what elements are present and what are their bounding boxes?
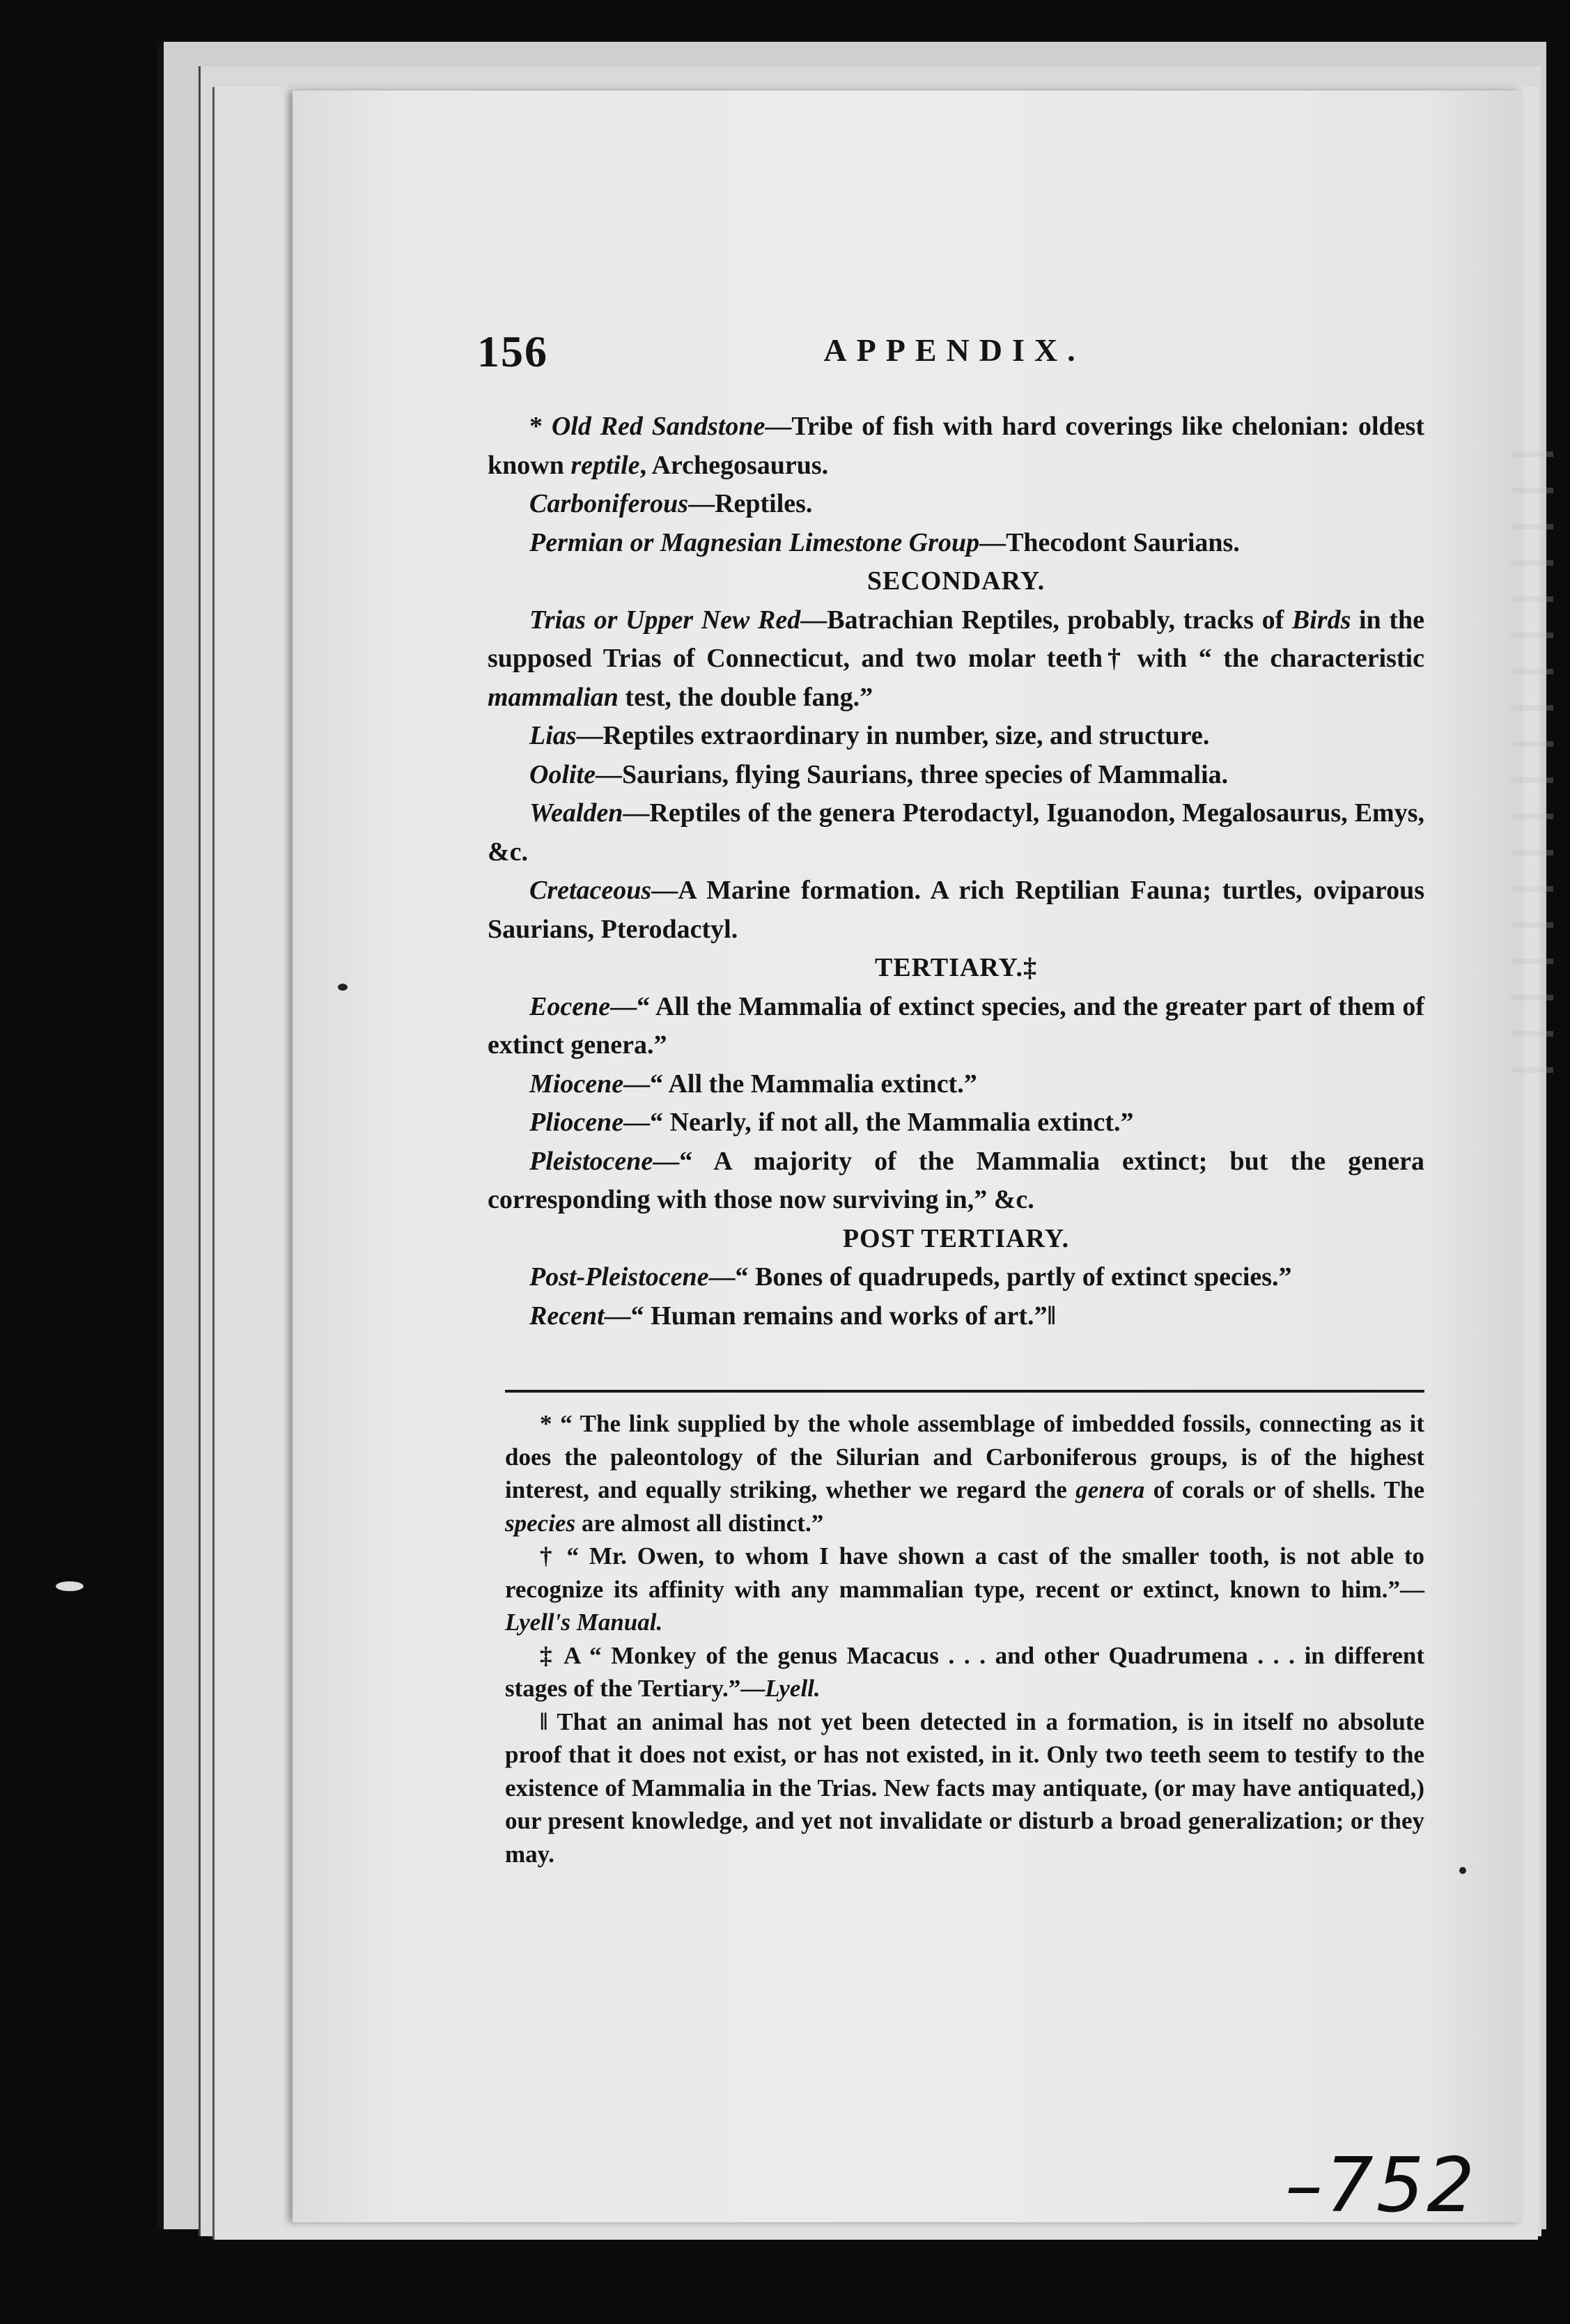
- entry-carboniferous: [488, 485, 1424, 524]
- emphasis: species: [505, 1509, 576, 1537]
- footnote-text: † “ Mr. Owen, to whom I have shown a cast of the smaller tooth, is not able to recognize its affinity with any mammalian type, recent or extinct, known to him.”—: [505, 1542, 1424, 1603]
- entry-text: , Archegosaurus.: [639, 450, 829, 480]
- entry-text: —“ Human remains and works of art.”‖: [604, 1301, 1056, 1331]
- entry-cretaceous: [488, 872, 1424, 949]
- print-speck: [1459, 1867, 1466, 1874]
- entry-text: —“ A majority of the Mammalia extinct; but the genera corresponding with those now surviving in,” &c.: [488, 1146, 1424, 1214]
- entry-pliocene: [488, 1103, 1424, 1142]
- entry-text: —A Marine formation. A rich Reptilian Fauna; turtles, oviparous Saurians, Pterodactyl.: [488, 876, 1424, 944]
- film-speck: [56, 1581, 84, 1591]
- entry-post-pleistocene: [488, 1258, 1424, 1297]
- entry-pleistocene: [488, 1142, 1424, 1220]
- term: Old Red Sandstone: [551, 412, 765, 441]
- entry-text: —“ Nearly, if not all, the Mammalia extinct.”: [623, 1108, 1134, 1137]
- entry-recent: [488, 1297, 1424, 1336]
- emphasis: genera: [1075, 1476, 1145, 1503]
- footnote-text: * “ The link supplied by the whole assemblage of imbedded fossils, connecting as it does the paleontology of the Silurian and Carboniferous groups, is of the highest interest, and equally striking, whether we regard the: [505, 1410, 1424, 1503]
- entry-permian: [488, 524, 1424, 563]
- entry-wealden: [488, 794, 1424, 872]
- running-head: APPENDIX.: [823, 332, 1085, 368]
- entry-text: —“ Bones of quadrupeds, partly of extinct species.”: [708, 1262, 1292, 1292]
- term: Miocene: [529, 1069, 624, 1099]
- entry-text: —Saurians, flying Saurians, three species of Mammalia.: [595, 759, 1229, 789]
- entry-text: —Thecodont Saurians.: [979, 527, 1240, 557]
- entry-oolite: [488, 756, 1424, 795]
- citation: Lyell's Manual.: [505, 1609, 663, 1636]
- entry-miocene: [488, 1065, 1424, 1104]
- footnotes: [505, 1407, 1424, 1870]
- emphasis: mammalian: [488, 682, 619, 712]
- section-heading-post-tertiary: POST TERTIARY.: [842, 1223, 1070, 1253]
- entry-text: —Reptiles extraordinary in number, size, and structure.: [576, 721, 1210, 750]
- footnote-text: are almost all distinct.”: [575, 1509, 824, 1537]
- main-text: [488, 408, 1424, 1335]
- term: Post-Pleistocene: [529, 1262, 709, 1292]
- entry-trias: [488, 601, 1424, 718]
- entry-text: —“ All the Mammalia of extinct species, and the greater part of them of extinct genera.”: [488, 991, 1424, 1060]
- entry-text: —Reptiles.: [688, 489, 813, 518]
- page-number: 156: [477, 327, 548, 376]
- entry-text: —Tribe of fish with hard coverings like chelonian: oldest known: [488, 412, 1425, 480]
- section-heading-secondary: SECONDARY.: [866, 566, 1046, 596]
- section-heading-tertiary: TERTIARY.‡: [875, 953, 1037, 982]
- entry-text: —Batrachian Reptiles, probably, tracks of: [800, 605, 1292, 635]
- print-speck: [338, 984, 348, 991]
- footnote-text: ‡ A “ Monkey of the genus Macacus . . . and other Quadrumena . . . in different stages of the Tertiary.”—: [505, 1641, 1424, 1702]
- entry-text: test, the double fang.”: [618, 682, 873, 712]
- term: Pleistocene: [529, 1146, 653, 1176]
- handwritten-annotation: –752: [1285, 2142, 1478, 2229]
- term: Eocene: [529, 991, 611, 1021]
- term: Carboniferous: [529, 489, 689, 518]
- entry-text: —Reptiles of the genera Pterodactyl, Iguanodon, Megalosaurus, Emys, &c.: [488, 798, 1424, 867]
- footnote-rule: [505, 1390, 1424, 1393]
- footnote-4: ‖ That an animal has not yet been detected in a formation, is in itself no absolute proof that it does not exist, or has not existed, in it. Only two teeth seem to testify to the existence of Mammalia in the Trias. New facts may antiquate, (or may have antiquated,) our present knowledge, and yet not invalidate or disturb a broad generalization; or they may.: [505, 1707, 1424, 1868]
- term: Permian or Magnesian Limestone Group: [529, 527, 980, 557]
- entry-old-red-sandstone: * Old Red Sandstone—Tribe of fish with hard coverings like chelonian: oldest known reptile, Archegosaurus.: [488, 412, 1425, 480]
- emphasis: Birds: [1291, 605, 1351, 635]
- term: Trias or Upper New Red: [529, 605, 801, 635]
- footnote-2: [505, 1540, 1424, 1639]
- page-header: [477, 326, 1431, 382]
- term: Oolite: [529, 759, 596, 789]
- term: Lias: [529, 721, 577, 750]
- entry-lias: [488, 717, 1424, 756]
- entry-text: in the supposed Trias of Connecticut, and two molar teeth† with “ the characteristic: [488, 605, 1424, 673]
- term: Wealden: [529, 798, 623, 828]
- term: Recent: [529, 1301, 605, 1331]
- entry-text: —“ All the Mammalia extinct.”: [623, 1069, 977, 1099]
- citation: Lyell.: [765, 1675, 821, 1702]
- footnote-text: of corals or of shells. The: [1144, 1476, 1424, 1503]
- entry-eocene: [488, 988, 1424, 1065]
- footnote-1: [505, 1407, 1424, 1540]
- bleed-through: [1511, 446, 1553, 1073]
- term: Cretaceous: [529, 876, 652, 905]
- emphasis: reptile: [570, 450, 640, 480]
- term: Pliocene: [529, 1108, 624, 1137]
- footnote-3: [505, 1639, 1424, 1705]
